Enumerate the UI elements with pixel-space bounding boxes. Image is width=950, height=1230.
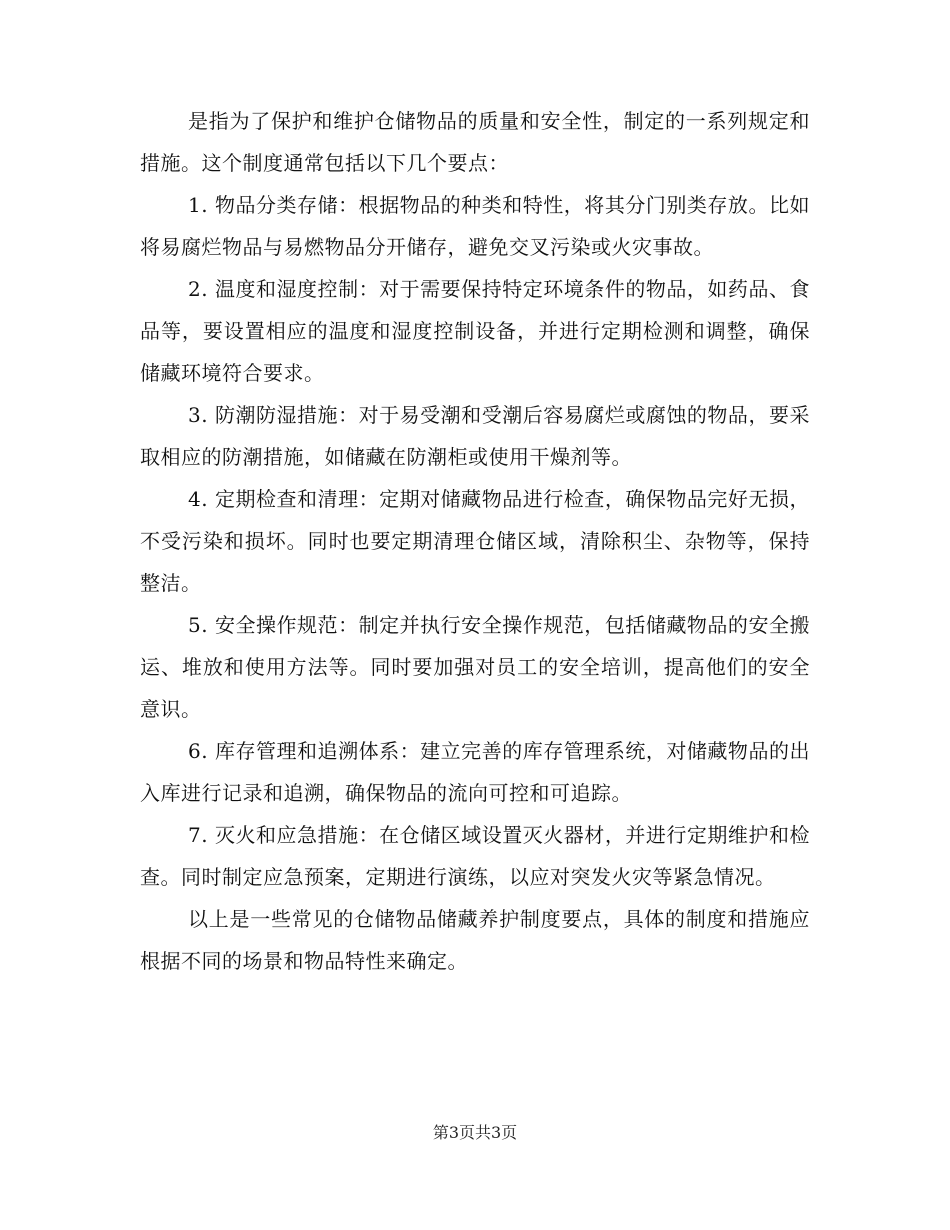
paragraph-item-7: 7. 灭火和应急措施：在仓储区域设置灭火器材，并进行定期维护和检查。同时制定应急预案，定期进行演练，以应对突发火灾等紧急情况。 [140, 823, 810, 889]
paragraph-item-4: 4. 定期检查和清理：定期对储藏物品进行检查，确保物品完好无损，不受污染和损坏。同时也要定期清理仓储区域，清除积尘、杂物等，保持整洁。 [140, 487, 810, 595]
paragraph-item-3: 3. 防潮防湿措施：对于易受潮和受潮后容易腐烂或腐蚀的物品，要采取相应的防潮措施，如储藏在防潮柜或使用干燥剂等。 [140, 403, 810, 469]
paragraph-item-6: 6. 库存管理和追溯体系：建立完善的库存管理系统，对储藏物品的出入库进行记录和追溯，确保物品的流向可控和可追踪。 [140, 739, 810, 805]
paragraph-item-2: 2. 温度和湿度控制：对于需要保持特定环境条件的物品，如药品、食品等，要设置相应的温度和湿度控制设备，并进行定期检测和调整，确保储藏环境符合要求。 [140, 277, 810, 385]
paragraph-intro: 是指为了保护和维护仓储物品的质量和安全性，制定的一系列规定和措施。这个制度通常包括以下几个要点： [140, 109, 810, 175]
paragraph-item-1: 1. 物品分类存储：根据物品的种类和特性，将其分门别类存放。比如将易腐烂物品与易燃物品分开储存，避免交叉污染或火灾事故。 [140, 193, 810, 259]
paragraph-item-5: 5. 安全操作规范：制定并执行安全操作规范，包括储藏物品的安全搬运、堆放和使用方法等。同时要加强对员工的安全培训，提高他们的安全意识。 [140, 613, 810, 721]
paragraph-conclusion: 以上是一些常见的仓储物品储藏养护制度要点，具体的制度和措施应根据不同的场景和物品特性来确定。 [140, 907, 810, 973]
page-number-footer: 第3页共3页 [432, 1123, 518, 1142]
document-body [140, 100, 810, 982]
